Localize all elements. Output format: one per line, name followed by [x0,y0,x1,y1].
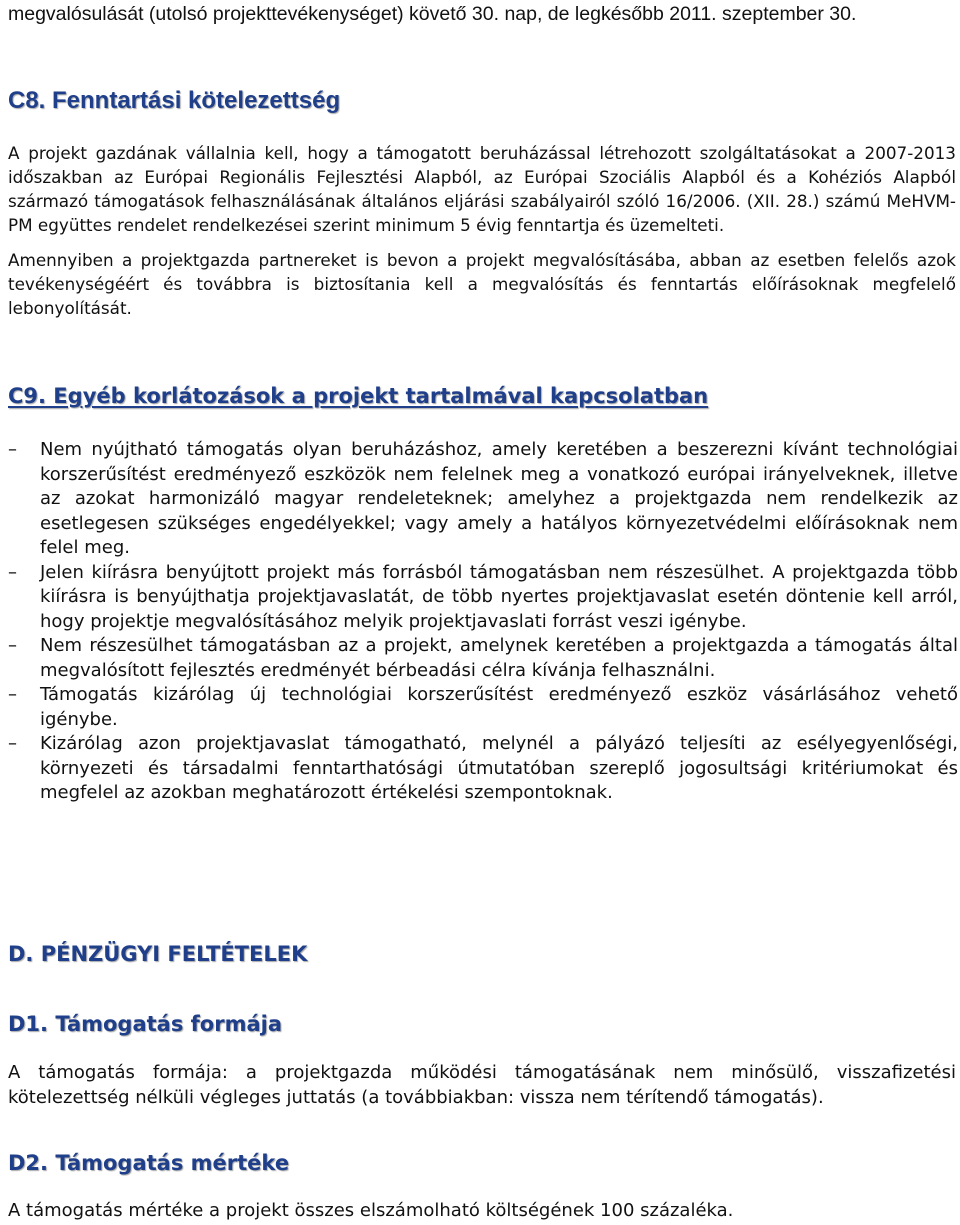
list-item-text: Kizárólag azon projektjavaslat támogatható, melynél a pályázó teljesíti az esélyegyenlőségi, környezeti és társadalmi fenntarthatósági útmutatóban szereplő jogosultsági kritériumokat és megfelel az azokban meghatározott értékelési szempontoknak. [40,733,958,803]
d-heading: D. PÉNZÜGYI FELTÉTELEK [8,942,308,966]
list-item-text: Támogatás kizárólag új technológiai korszerűsítést eredményező eszköz vásárlásához vehető igénybe. [40,684,958,730]
list-item [8,683,958,732]
list-item [8,732,958,806]
intro-paragraph: megvalósulását (utolsó projekttevékenységet) követő 30. nap, de legkésőbb 2011. szeptember 30. [8,3,857,25]
list-item-text: Nem részesülhet támogatásban az a projekt, amelynek keretében a projektgazda a támogatás által megvalósított fejlesztés eredményét bérbeadási célra kívánja felhasználni. [40,635,958,681]
d1-heading: D1. Támogatás formája [8,1012,282,1036]
c8-paragraph-1: A projekt gazdának vállalnia kell, hogy a támogatott beruházással létrehozott szolgáltatásokat a 2007-2013 időszakban az Európai Regionális Fejlesztési Alapból, az Európai Szociális Alapból és a Kohéziós Alapból származó támogatások felhasználásának általános eljárási szabályairól szóló 16/2006. (XII. 28.) számú MeHVM-PM együttes rendelet rendelkezései szerint minimum 5 évig fenntartja és üzemelteti. [8,143,956,235]
list-item [8,561,958,635]
c9-restriction-list [8,438,958,806]
dash-bullet: – [8,733,17,754]
c8-heading: C8. Fenntartási kötelezettség [8,87,341,114]
dash-bullet: – [8,561,17,583]
list-item [8,438,958,561]
list-item-text: Jelen kiírásra benyújtott projekt más forrásból támogatásban nem részesülhet. A projektgazda több kiírásra is benyújthatja projektjavaslatát, de több nyertes projektjavaslat esetén döntenie kell arról, hogy projektje megvalósításához melyik projektjavaslati forrást veszi igénybe. [40,561,958,632]
dash-bullet: – [8,684,17,705]
d2-heading: D2. Támogatás mértéke [8,1151,290,1175]
c8-paragraph-2: Amennyiben a projektgazda partnereket is bevon a projekt megvalósításába, abban az esetben felelős azok tevékenységéért és továbbra is biztosítania kell a megvalósítás és fenntartás előírásoknak megfelelő lebonyolítását. [8,250,956,318]
dash-bullet: – [8,439,17,460]
list-item-text: Nem nyújtható támogatás olyan beruházáshoz, amely keretében a beszerezni kívánt technológiai korszerűsítést eredményező eszközök nem felelnek meg a vonatkozó európai irányelveknek, illetve az azokat harmonizáló magyar rendeleteknek; amelyhez a projektgazda nem rendelkezik az esetlegesen szükséges engedélyekkel; vagy amely a hatályos környezetvédelmi előírásoknak nem felel meg. [40,439,958,558]
d2-paragraph: A támogatás mértéke a projekt összes elszámolható költségének 100 százaléka. [8,1200,734,1221]
d1-paragraph: A támogatás formája: a projektgazda működési támogatásának nem minősülő, visszafizetési kötelezettség nélküli végleges juttatás (a továbbiakban: vissza nem térítendő támogatás). [8,1062,956,1108]
c9-heading: C9. Egyéb korlátozások a projekt tartalmával kapcsolatban [8,384,709,408]
dash-bullet: – [8,635,17,656]
list-item [8,634,958,683]
